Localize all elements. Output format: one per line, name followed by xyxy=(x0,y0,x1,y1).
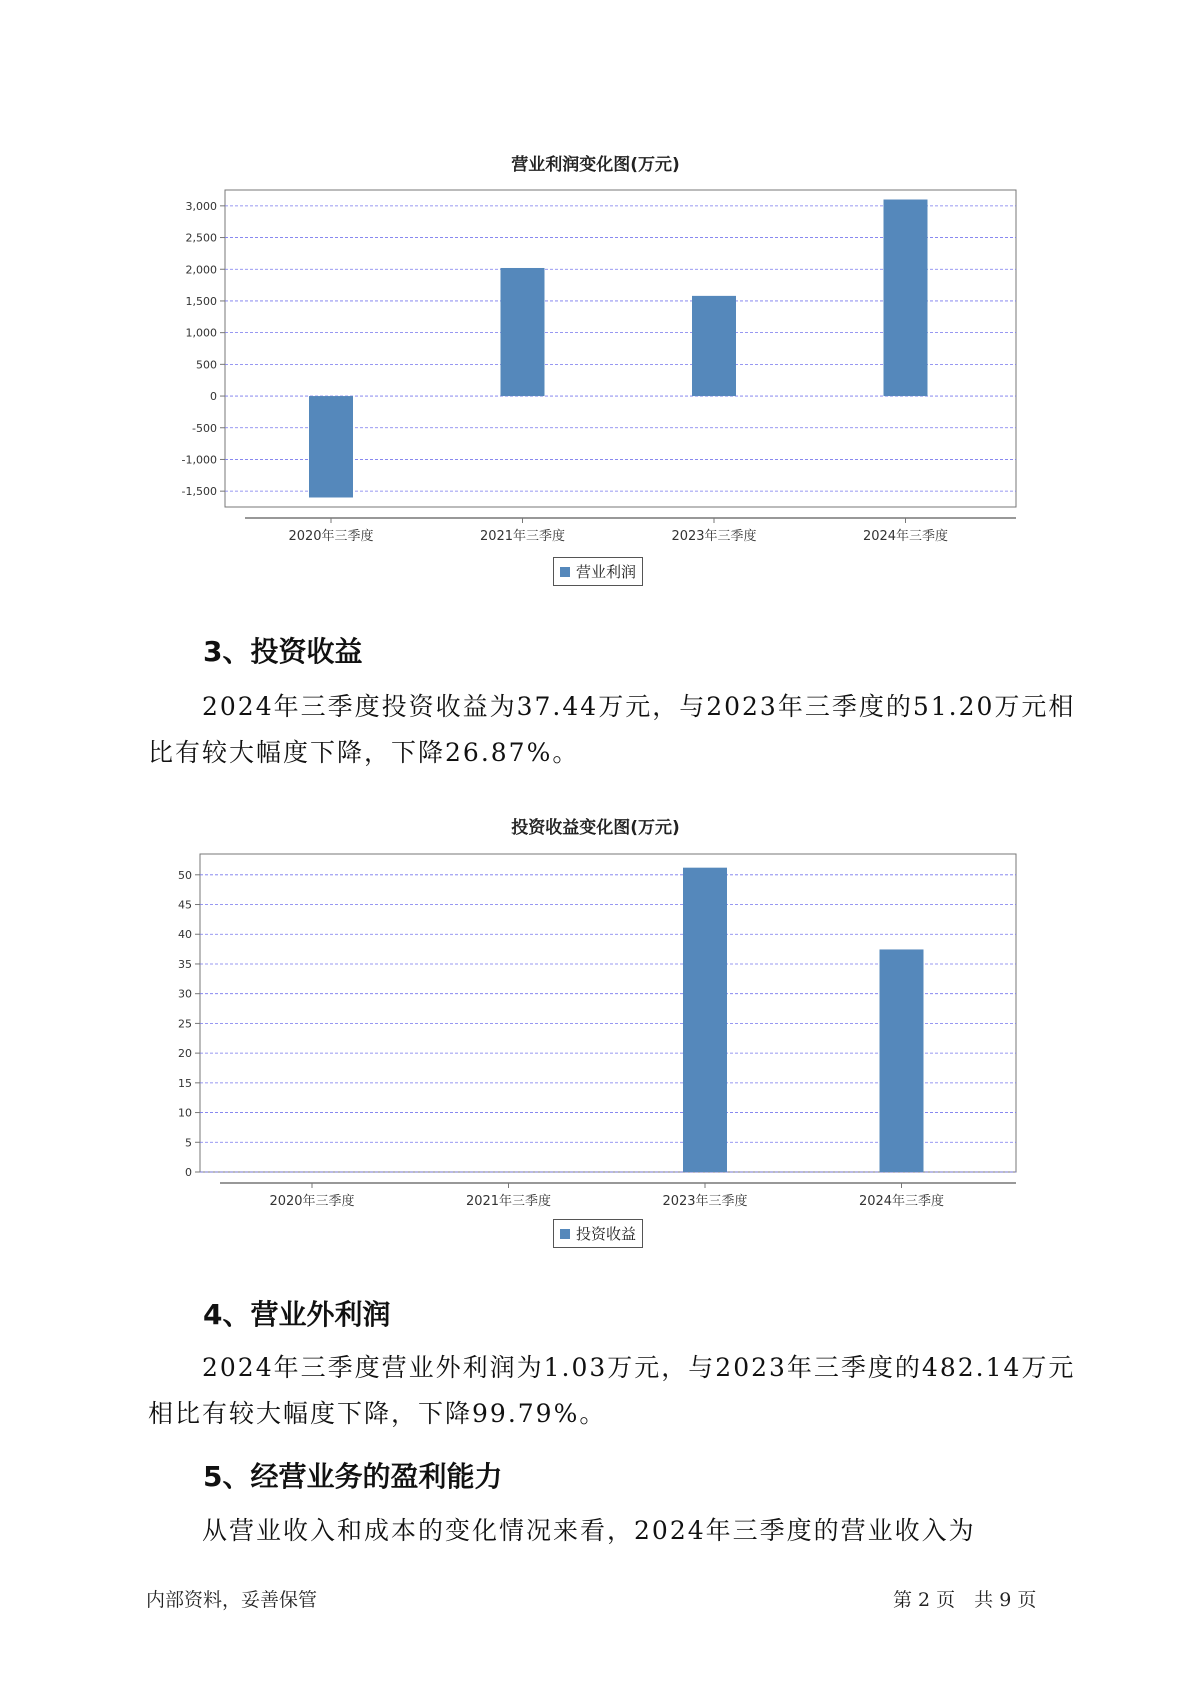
y-tick-label: 500 xyxy=(196,358,217,372)
x-tick-label: 2023年三季度 xyxy=(671,529,757,544)
y-tick-label: 35 xyxy=(178,957,192,971)
y-tick-label: 20 xyxy=(178,1047,192,1061)
y-tick-label: 2,000 xyxy=(185,263,217,277)
y-tick-label: 1,500 xyxy=(185,294,217,308)
x-tick-label: 2023年三季度 xyxy=(662,1194,748,1209)
y-tick-label: 10 xyxy=(178,1106,192,1120)
chart-2-title: 投资收益变化图(万元) xyxy=(511,818,680,838)
section-3-line-1: 2024年三季度投资收益为37.44万元，与2023年三季度的51.20万元相 xyxy=(202,692,1076,721)
x-tick-label: 2021年三季度 xyxy=(465,1194,552,1209)
y-tick-label: 15 xyxy=(178,1076,192,1090)
x-tick-label: 2020年三季度 xyxy=(269,1194,355,1209)
y-tick-label: 1,000 xyxy=(185,326,217,340)
y-tick-label: 50 xyxy=(178,868,192,882)
section-5-line-1: 从营业收入和成本的变化情况来看，2024年三季度的营业收入为 xyxy=(202,1516,976,1545)
y-tick-label: 40 xyxy=(178,928,192,942)
y-tick-label: 5 xyxy=(185,1136,192,1150)
section-5-heading: 5、经营业务的盈利能力 xyxy=(203,1460,503,1493)
section-5-paragraph xyxy=(148,1508,1048,1554)
y-tick-label: -1,000 xyxy=(181,453,217,467)
x-tick-label: 2020年三季度 xyxy=(288,529,374,544)
y-tick-label: 2,500 xyxy=(185,231,217,245)
bar xyxy=(884,200,928,397)
bar xyxy=(501,268,545,396)
bar xyxy=(309,396,353,497)
section-3-line-2: 比有较大幅度下降，下降26.87%。 xyxy=(148,738,580,767)
y-tick-label: 25 xyxy=(178,1017,192,1031)
y-tick-label: 45 xyxy=(178,898,192,912)
chart-1-legend-label: 营业利润 xyxy=(576,563,637,581)
section-4-line-2: 相比有较大幅度下降，下降99.79%。 xyxy=(148,1399,607,1428)
legend-swatch-icon xyxy=(560,1229,570,1239)
operating-profit-chart xyxy=(0,180,1191,560)
y-tick-label: 3,000 xyxy=(185,199,217,213)
x-tick-label: 2024年三季度 xyxy=(862,529,949,544)
bar xyxy=(683,868,727,1172)
chart-1-legend xyxy=(553,557,643,586)
section-4-paragraph xyxy=(148,1345,1076,1437)
chart-2-legend-label: 投资收益 xyxy=(576,1225,637,1243)
legend-swatch-icon xyxy=(560,567,570,577)
footer-left: 内部资料，妥善保管 xyxy=(146,1589,318,1611)
x-tick-label: 2021年三季度 xyxy=(479,529,566,544)
x-tick-label: 2024年三季度 xyxy=(858,1194,945,1209)
chart-1-title: 营业利润变化图(万元) xyxy=(511,155,680,175)
chart-2-legend xyxy=(553,1219,643,1248)
section-3-paragraph xyxy=(148,684,1076,776)
y-tick-label: 0 xyxy=(210,390,217,404)
y-tick-label: 30 xyxy=(178,987,192,1001)
y-tick-label: -500 xyxy=(192,421,217,435)
bar xyxy=(880,949,924,1172)
section-3-heading: 3、投资收益 xyxy=(203,635,363,668)
section-4-line-1: 2024年三季度营业外利润为1.03万元，与2023年三季度的482.14万元 xyxy=(202,1353,1076,1382)
y-tick-label: -1,500 xyxy=(181,485,217,499)
section-4-heading: 4、营业外利润 xyxy=(203,1298,391,1331)
y-tick-label: 0 xyxy=(185,1166,192,1179)
footer-page-number: 第 2 页 共 9 页 xyxy=(893,1589,1037,1611)
bar xyxy=(692,296,736,396)
investment-income-chart xyxy=(0,840,1191,1220)
